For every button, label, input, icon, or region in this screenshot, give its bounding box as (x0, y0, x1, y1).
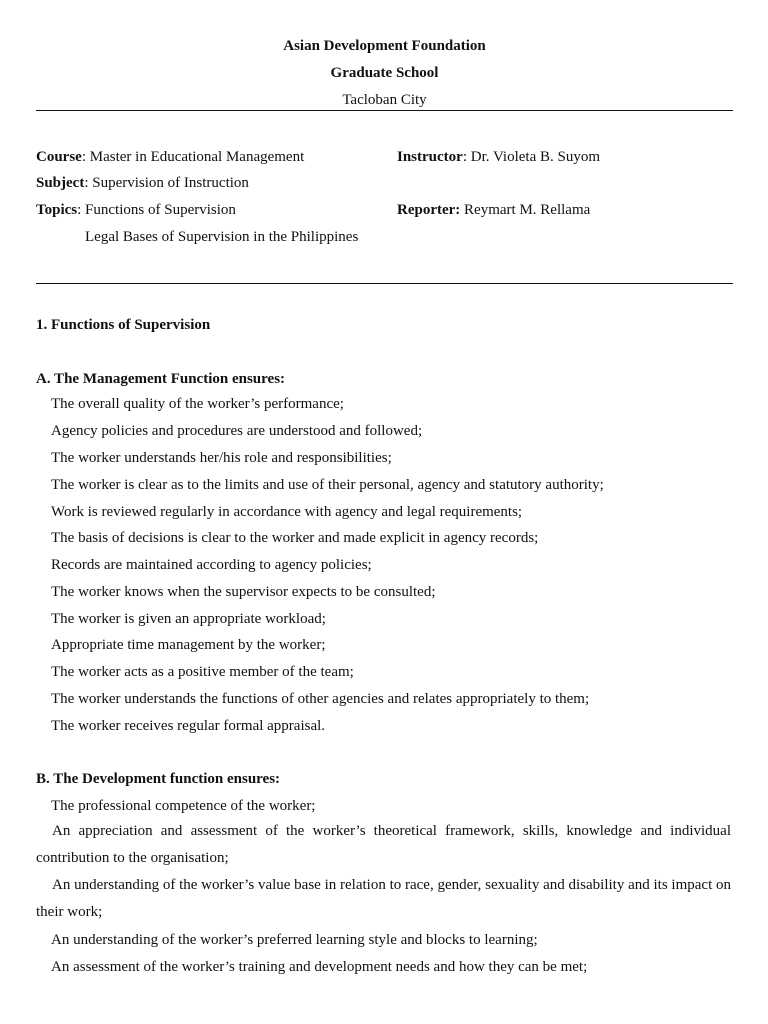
list-item: An understanding of the worker’s value base in relation to race, gender, sexuality and disability and its impact on their work; (36, 877, 731, 920)
list-item: An assessment of the worker’s training and development needs and how they can be met; (51, 959, 588, 975)
list-item: The worker is given an appropriate workload; (51, 611, 326, 627)
list-item: The professional competence of the worker; (51, 798, 316, 814)
list-item: Appropriate time management by the worker; (51, 637, 326, 653)
topics-value: : Functions of Supervision (77, 202, 236, 218)
list-item: The worker acts as a positive member of the team; (51, 664, 354, 680)
reporter-value: Reymart M. Rellama (460, 202, 591, 218)
list-item: The worker knows when the supervisor expects to be consulted; (51, 584, 436, 600)
city-name: Tacloban City (342, 92, 427, 108)
list-item: The worker understands her/his role and responsibilities; (51, 450, 392, 466)
subject-label: Subject (36, 175, 85, 191)
org-name: Asian Development Foundation (283, 38, 486, 54)
topics-label: Topics (36, 202, 78, 218)
reporter-line (397, 200, 590, 220)
list-item: The worker is clear as to the limits and use of their personal, agency and statutory authority; (51, 477, 604, 493)
header-divider (36, 110, 733, 111)
topics-line-2: Legal Bases of Supervision in the Philippines (85, 229, 359, 245)
course-line (36, 147, 304, 167)
instructor-line (397, 147, 600, 167)
section-heading: 1. Functions of Supervision (36, 317, 211, 333)
list-item: Work is reviewed regularly in accordance with agency and legal requirements; (51, 504, 523, 520)
list-item: The worker receives regular formal appraisal. (51, 718, 326, 734)
instructor-value: : Dr. Violeta B. Suyom (462, 149, 600, 165)
list-item: Agency policies and procedures are understood and followed; (51, 423, 423, 439)
list-item: An appreciation and assessment of the worker’s theoretical framework, skills, knowledge and individual contribution to the organisation; (36, 823, 731, 866)
topics-line (36, 200, 236, 220)
list-item: Records are maintained according to agency policies; (51, 557, 372, 573)
subject-line (36, 173, 249, 193)
course-value: : Master in Educational Management (81, 149, 305, 165)
management-heading: A. The Management Function ensures: (36, 371, 286, 387)
subject-value: : Supervision of Instruction (84, 175, 249, 191)
reporter-label: Reporter: (397, 202, 461, 218)
development-heading: B. The Development function ensures: (36, 771, 281, 787)
list-item: An understanding of the worker’s preferred learning style and blocks to learning; (51, 932, 538, 948)
instructor-label: Instructor (397, 149, 463, 165)
course-label: Course (36, 149, 82, 165)
list-item: The basis of decisions is clear to the worker and made explicit in agency records; (51, 530, 539, 546)
list-item: The worker understands the functions of other agencies and relates appropriately to them; (51, 691, 590, 707)
list-item: The overall quality of the worker’s performance; (51, 396, 344, 412)
school-name: Graduate School (330, 65, 439, 81)
info-divider (36, 283, 733, 284)
